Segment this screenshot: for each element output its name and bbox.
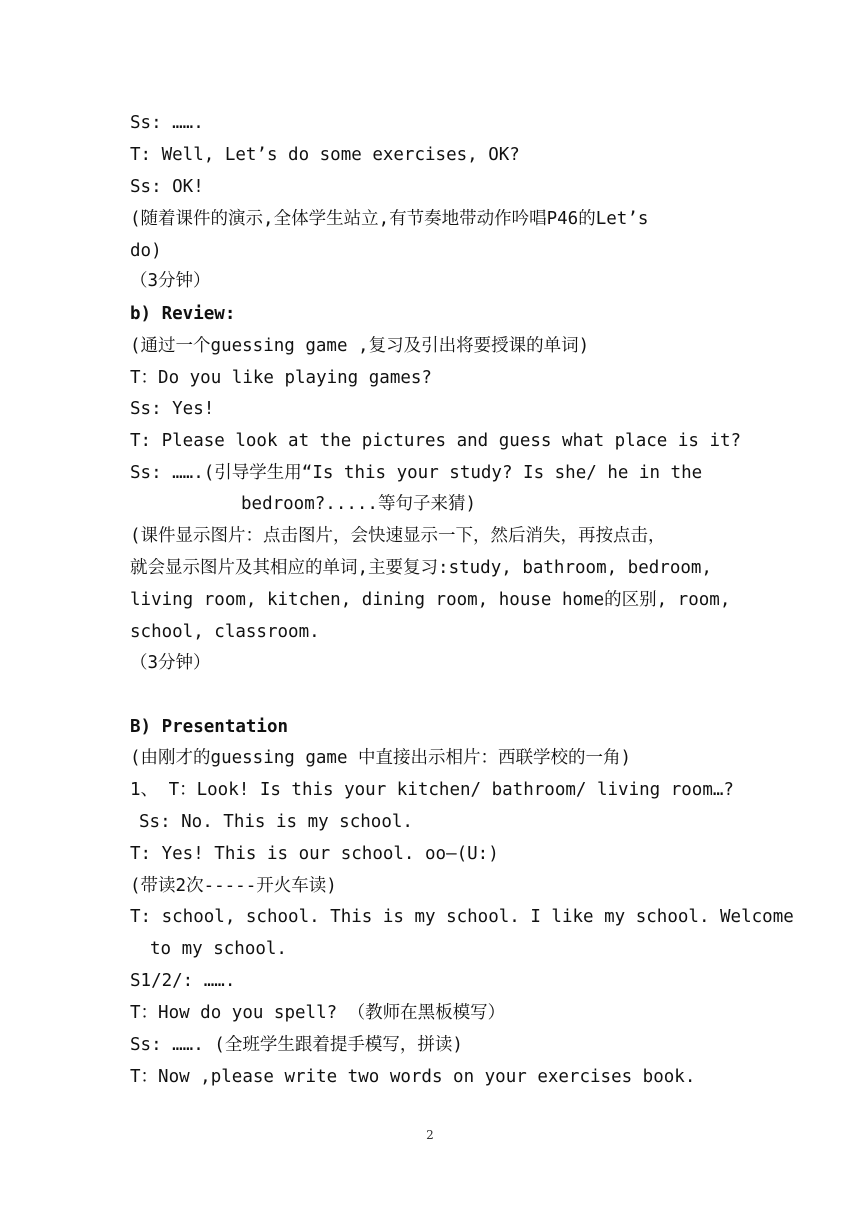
- text-line-ss-no: Ss: No. This is my school.: [139, 812, 413, 832]
- text-line-courseware-note: (随着课件的演示,全体学生站立,有节奏地带动作吟唱P46的Let’s: [130, 209, 649, 229]
- text-line-review-words-2: living room, kitchen, dining room, house home的区别, room,: [130, 590, 731, 610]
- text-line-bedroom: bedroom?.....等句子来猜): [241, 494, 477, 514]
- text-line-teacher-exercises: T: Well, Let’s do some exercises, OK?: [130, 145, 520, 165]
- text-line-teacher-pictures: T: Please look at the pictures and guess what place is it?: [130, 431, 742, 451]
- text-line-courseware-pictures: (课件显示图片：点击图片，会快速显示一下，然后消失，再按点击，: [130, 526, 666, 546]
- text-line-teacher-welcome: T: school, school. This is my school. I like my school. Welcome: [130, 907, 794, 927]
- text-line-photo-note: (由刚才的guessing game 中直接出示相片：西联学校的一角): [130, 748, 632, 768]
- text-line-teacher-school: T: Yes! This is our school. oo—(U:): [130, 844, 499, 864]
- text-line-s1-s2: S1/2/: …….: [130, 971, 236, 991]
- section-heading-presentation: B) Presentation: [130, 717, 289, 737]
- text-line-ss-ellipsis: Ss: …….: [130, 113, 204, 133]
- text-line-do: do): [130, 241, 162, 261]
- text-line-teacher-games: T：Do you like playing games?: [130, 368, 432, 388]
- text-line-teacher-write: T：Now ,please write two words on your exercises book.: [130, 1067, 696, 1087]
- text-line-to-my-school: to my school.: [150, 939, 287, 959]
- text-line-review-words-3: school, classroom.: [130, 622, 320, 642]
- text-line-review-words: 就会显示图片及其相应的单词,主要复习:study, bathroom, bedroom,: [130, 558, 712, 578]
- text-line-time-2: （3分钟）: [130, 653, 211, 673]
- text-line-ss-guide: Ss: …….(引导学生用“Is this your study? Is she/ he in the: [130, 463, 703, 483]
- text-line-teacher-spell: T：How do you spell? （教师在黑板模写）: [130, 1003, 506, 1023]
- page-number: 2: [426, 1128, 434, 1142]
- text-line-read-note: (带读2次-----开火车读): [130, 876, 337, 896]
- text-line-step-1: 1、 T：Look! Is this your kitchen/ bathroom/ living room…?: [130, 780, 734, 800]
- text-line-ss-copy: Ss: ……. (全班学生跟着提手模写，拼读): [130, 1035, 463, 1055]
- section-heading-review: b) Review:: [130, 304, 236, 324]
- text-line-ss-yes: Ss: Yes!: [130, 399, 215, 419]
- text-line-guessing-game-note: (通过一个guessing game ,复习及引出将要授课的单词): [130, 336, 590, 356]
- text-line-time-1: （3分钟）: [130, 271, 211, 291]
- text-line-ss-ok: Ss: OK!: [130, 177, 204, 197]
